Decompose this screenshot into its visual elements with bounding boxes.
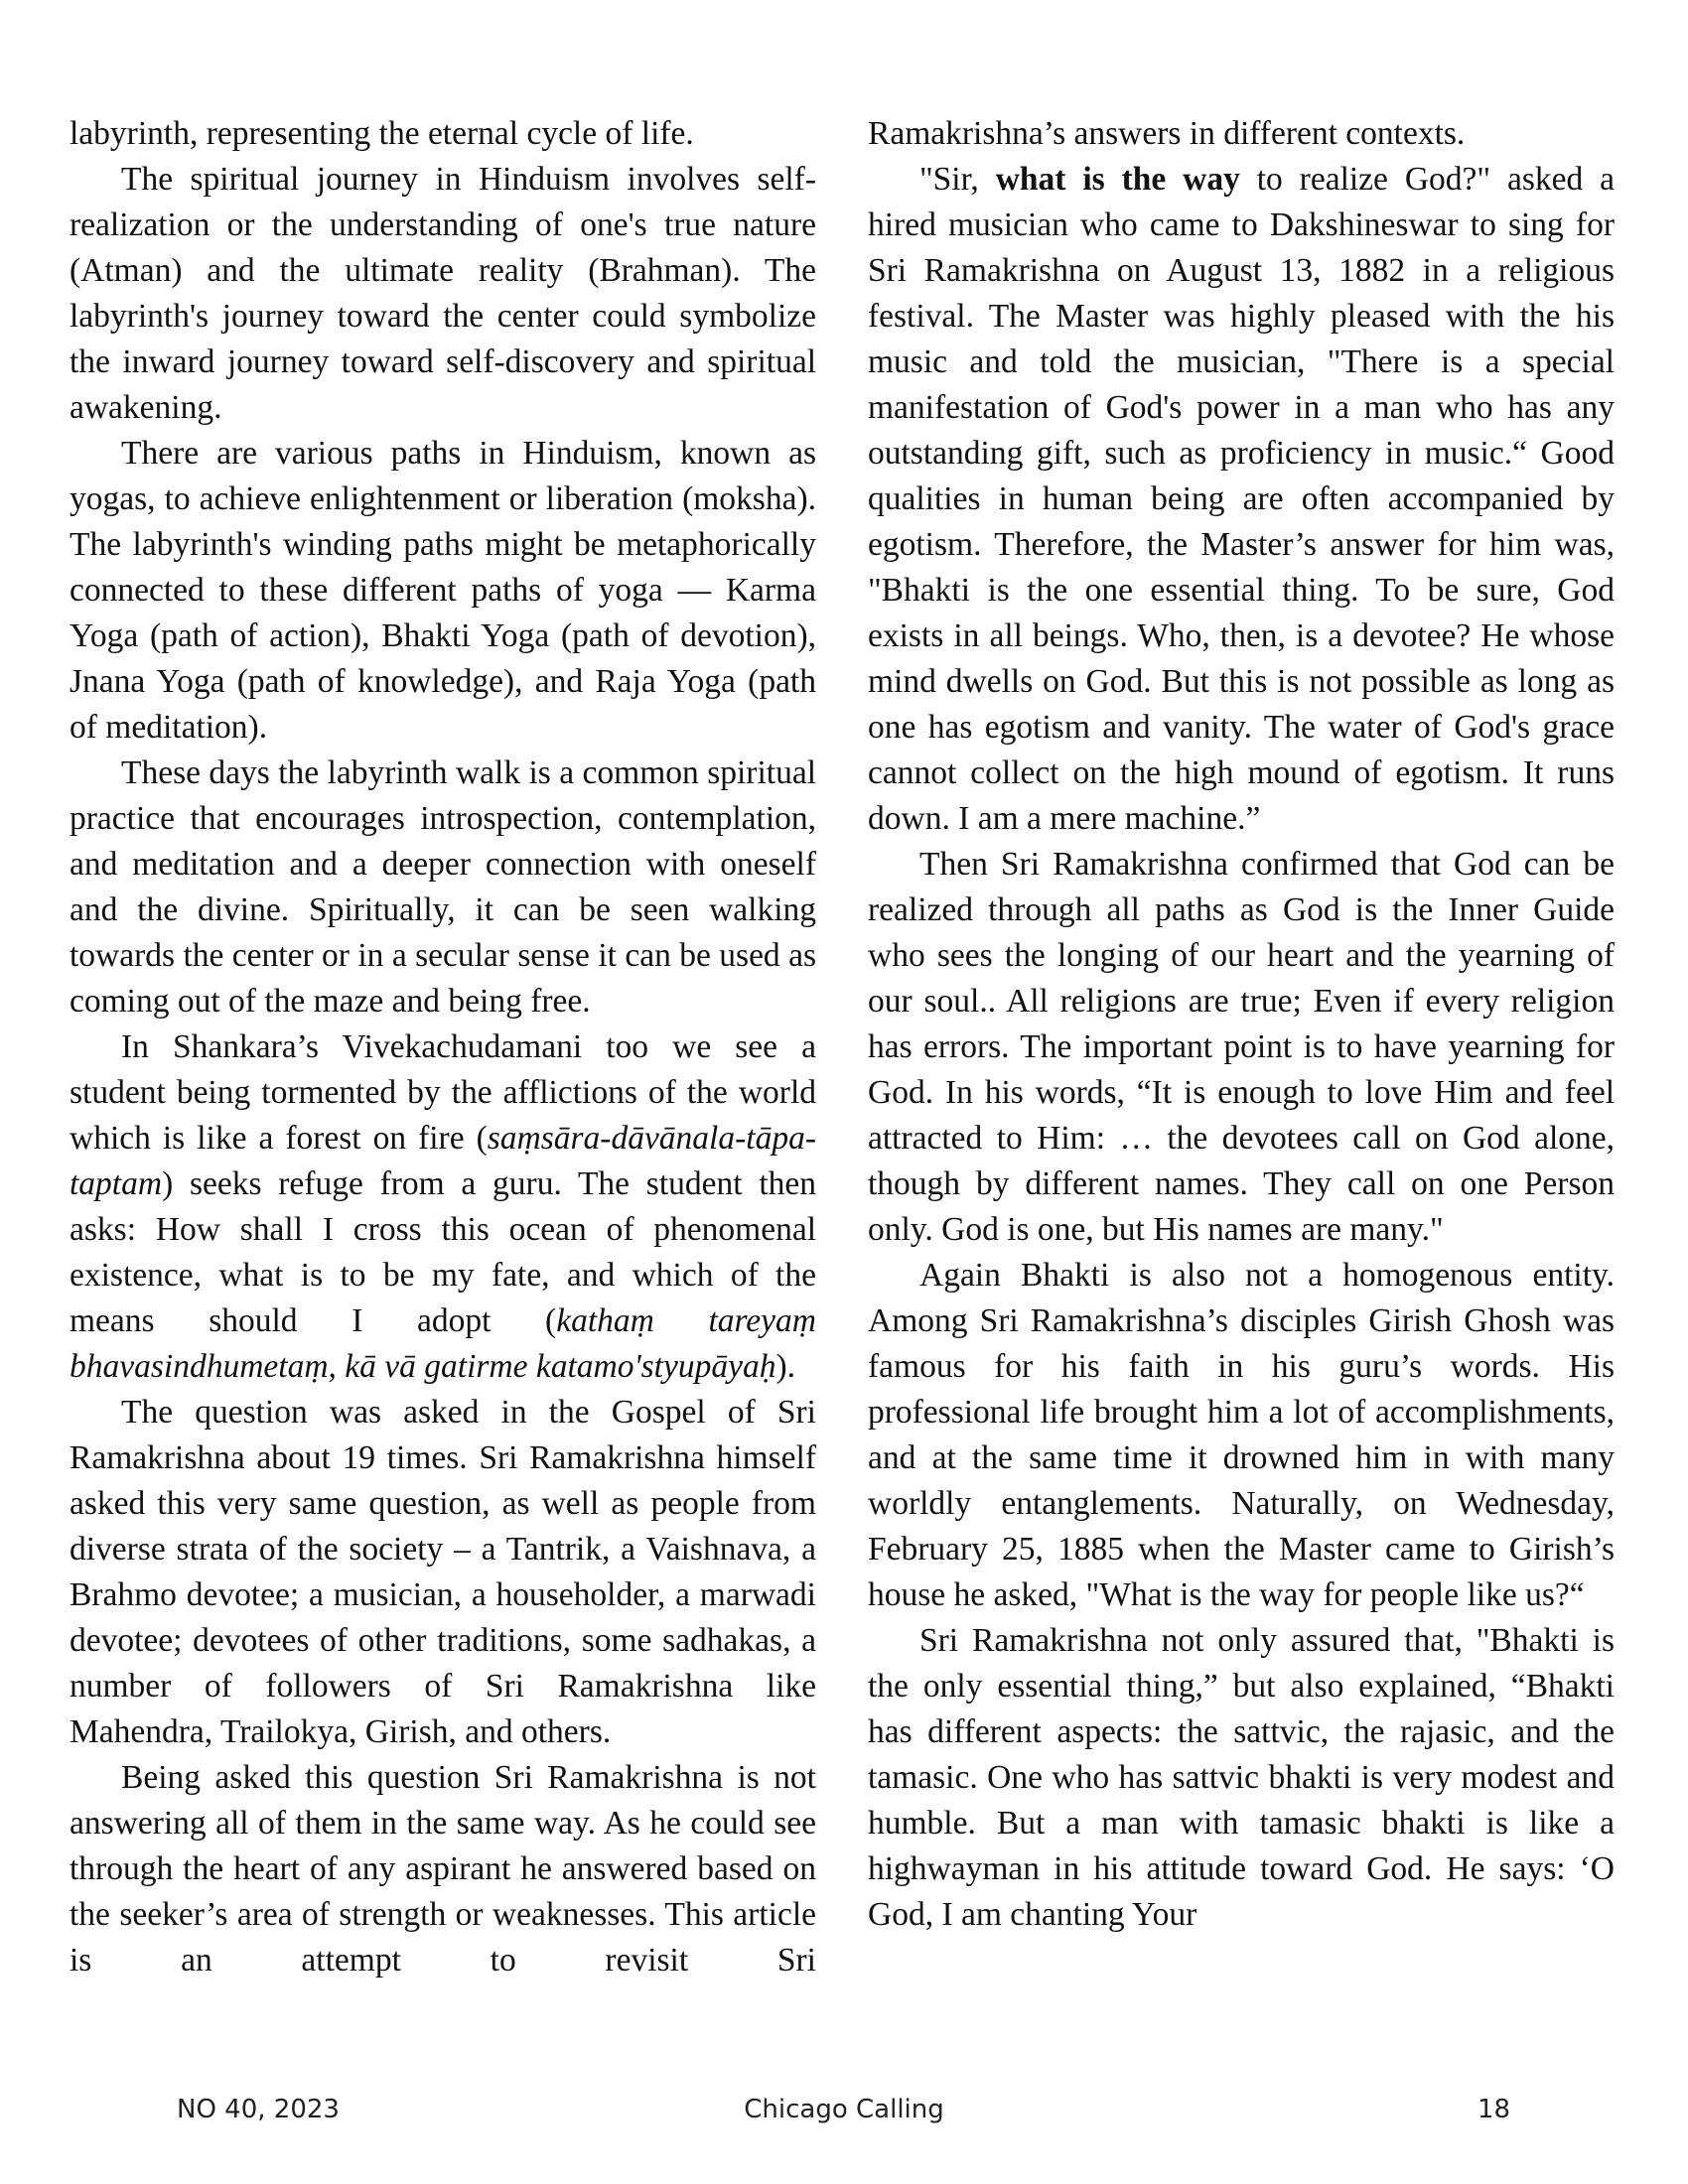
paragraph: Ramakrishna’s answers in different contexts. (868, 115, 1466, 152)
emphasis-text: what is the way (995, 161, 1240, 198)
paragraph: Being asked this question Sri Ramakrishna is not answering all of them in the same way. As he could see through the heart of any aspirant he answered based on the seeker’s area of strength or weaknesses. This article is an attempt to revisit Sri (70, 1759, 816, 1979)
paragraph-text: ). (775, 1348, 795, 1385)
paragraph (70, 1024, 816, 1390)
left-column (70, 111, 816, 1983)
sanskrit-quote: kathaṃ tareyaṃ bhavasindhumetaṃ, kā vā gatirme katamo'styupāyaḥ (70, 1302, 816, 1385)
paragraph-text: ) seeks refuge from a guru. The student then asks: How shall I cross this ocean of phenomenal existence, what is to be my fate, and which of the means should I adopt ( (70, 1165, 816, 1339)
paragraph: The question was asked in the Gospel of Sri Ramakrishna about 19 times. Sri Ramakrishna himself asked this very same question, as well as people from diverse strata of the society – a Tantrik, a Vaishnava, a Brahmo devotee; a musician, a householder, a marwadi devotee; devotees of other traditions, some sadhakas, a number of followers of Sri Ramakrishna like Mahendra, Trailokya, Girish, and others. (70, 1394, 816, 1750)
paragraph: There are various paths in Hinduism, known as yogas, to achieve enlightenment or liberation (moksha). The labyrinth's winding paths might be metaphorically connected to these different paths of yoga — Karma Yoga (path of action), Bhakti Yoga (path of devotion), Jnana Yoga (path of knowledge), and Raja Yoga (path of meditation). (70, 435, 816, 746)
paragraph (868, 157, 1615, 842)
sanskrit-quote: saṃsāra-dāvānala-tāpa-taptam (70, 1120, 816, 1202)
paragraph: Then Sri Ramakrishna confirmed that God can be realized through all paths as God is the Inner Guide who sees the longing of our heart and the yearning of our soul.. All religions are true; Even if every religion has errors. The important point is to have yearning for God. In his words, “It is enough to love Him and feel attracted to Him: … the devotees call on God alone, though by different names. They call on one Person only. God is one, but His names are many." (868, 846, 1615, 1248)
paragraph: Again Bhakti is also not a homogenous entity. Among Sri Ramakrishna’s disciples Girish Ghosh was famous for his faith in his guru’s words. His professional life brought him a lot of accomplishments, and at the same time it drowned him in with many worldly entanglements. Naturally, on Wednesday, February 25, 1885 when the Master came to Girish’s house he asked, "What is the way for people like us?“ (868, 1257, 1615, 1613)
paragraph-text: "Sir, (919, 161, 996, 198)
publication-title: Chicago Calling (744, 2095, 944, 2124)
paragraph-text: In Shankara’s Vivekachudamani too we see a student being tormented by the afflictions of the world which is like a forest on fire ( (70, 1028, 816, 1157)
page-number: 18 (1477, 2095, 1511, 2124)
page-footer (0, 2095, 1688, 2134)
paragraph-text: to realize God?" asked a hired musician who came to Dakshineswar to sing for Sri Ramakrishna on August 13, 1882 in a religious festival. The Master was highly pleased with the his music and told the musician, "There is a special manifestation of God's power in a man who has any outstanding gift, such as proficiency in music.“ Good qualities in human being are often accompanied by egotism. Therefore, the Master’s answer for him was, "Bhakti is the one essential thing. To be sure, God exists in all beings. Who, then, is a devotee? He whose mind dwells on God. But this is not possible as long as one has egotism and vanity. The water of God's grace cannot collect on the high mound of egotism. It runs down. I am a mere machine.” (868, 161, 1615, 837)
paragraph: These days the labyrinth walk is a common spiritual practice that encourages introspection, contemplation, and meditation and a deeper connection with oneself and the divine. Spiritually, it can be seen walking towards the center or in a secular sense it can be used as coming out of the maze and being free. (70, 754, 816, 1020)
paragraph: The spiritual journey in Hinduism involves self-realization or the understanding of one's true nature (Atman) and the ultimate reality (Brahman). The labyrinth's journey toward the center could symbolize the inward journey toward self-discovery and spiritual awakening. (70, 161, 816, 426)
paragraph: Sri Ramakrishna not only assured that, "Bhakti is the only essential thing,” but also explained, “Bhakti has different aspects: the sattvic, the rajasic, and the tamasic. One who has sattvic bhakti is very modest and humble. But a man with tamasic bhakti is like a highwayman in his attitude toward God. He says: ‘O God, I am chanting Your (868, 1622, 1615, 1933)
right-column (868, 111, 1615, 1938)
paragraph: labyrinth, representing the eternal cycle of life. (70, 115, 694, 152)
issue-number: NO 40, 2023 (177, 2095, 340, 2124)
